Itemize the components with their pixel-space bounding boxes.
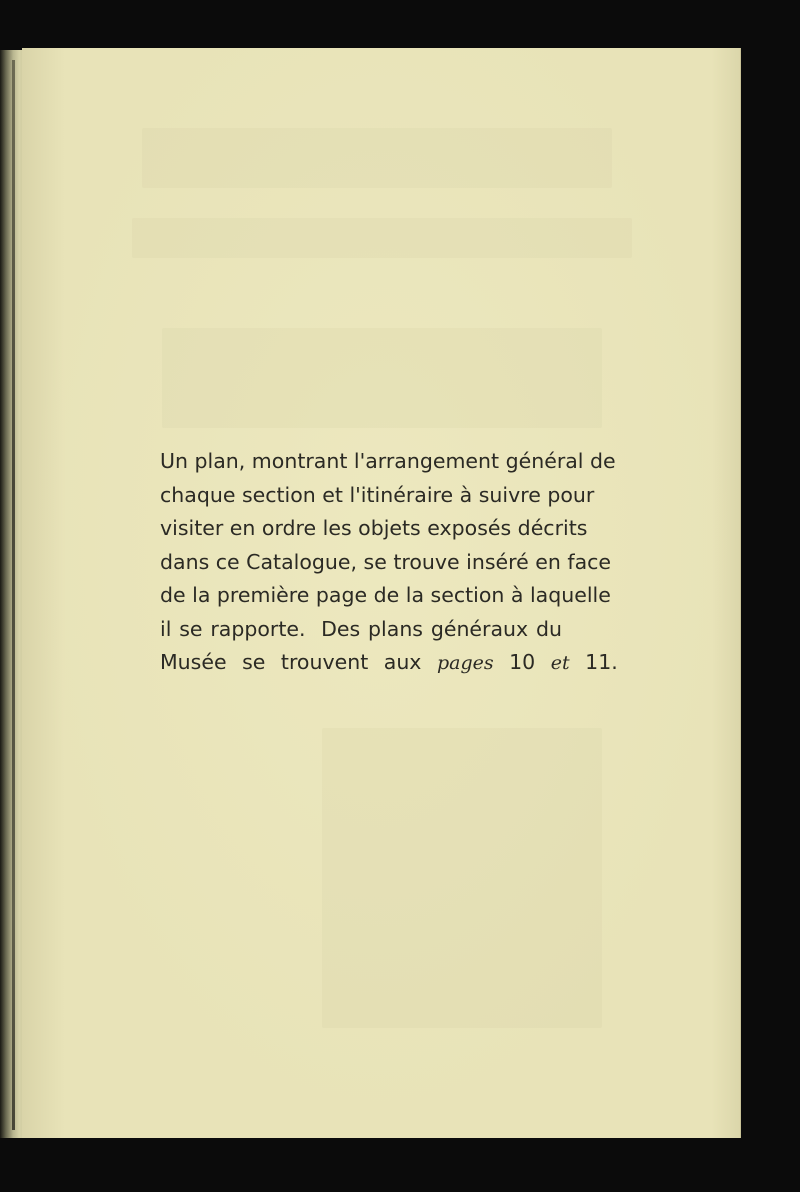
show-through-shade (162, 328, 602, 428)
page-number-10: 10 (493, 650, 551, 674)
spine-crease (12, 60, 15, 1130)
book-page (22, 48, 740, 1138)
show-through-shade (322, 728, 602, 1028)
last-line-start: Musée se trouvent aux (160, 650, 437, 674)
text-line-7 (160, 646, 618, 681)
show-through-shade (132, 218, 632, 258)
show-through-shade (142, 128, 612, 188)
italic-et: et (550, 652, 570, 674)
text-line-2: chaque section et l'itinéraire à suivre pour (160, 482, 595, 507)
text-line-4: dans ce Catalogue, se trouve inséré en face (160, 549, 612, 574)
text-line-5: de la première page de la section à laquelle (160, 583, 611, 607)
text-line-1: Un plan, montrant l'arrangement général de (160, 449, 616, 473)
text-line-3: visiter en ordre les objets exposés décrits (160, 516, 588, 540)
notice-paragraph (160, 445, 618, 681)
page-number-11: 11. (569, 650, 618, 674)
italic-pages: pages (436, 652, 494, 674)
text-line-6: il se rapporte. Des plans généraux du (160, 616, 562, 641)
